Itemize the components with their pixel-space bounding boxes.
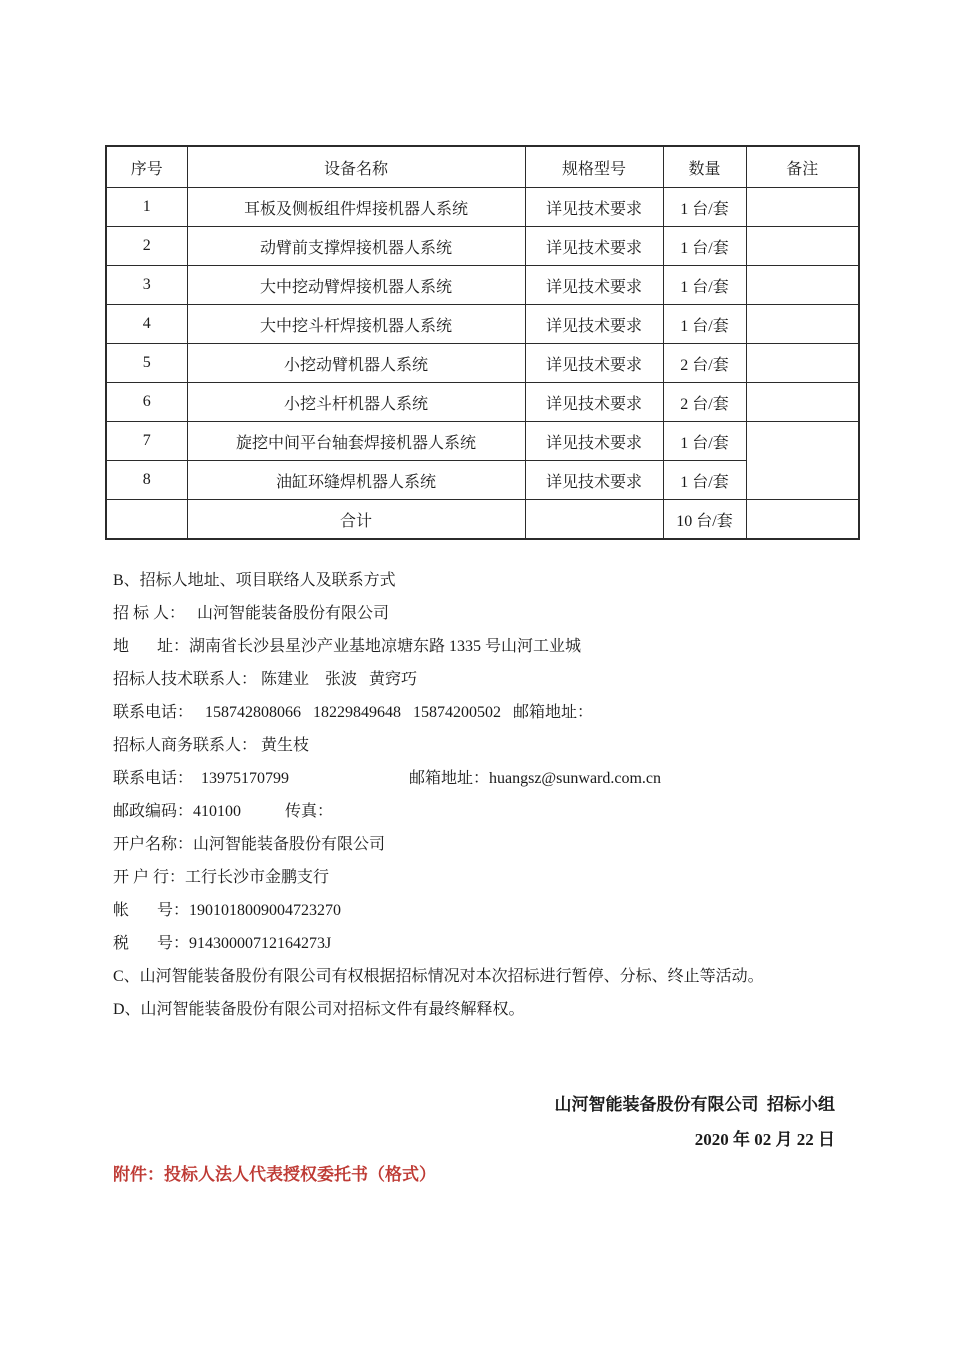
header-qty: 数量 (663, 146, 746, 188)
table-row (106, 188, 859, 227)
contact-line-tax-number: 税 号：91430000712164273J (113, 935, 332, 952)
contact-line-business-contact: 招标人商务联系人： 黄生枝 (113, 737, 310, 754)
contact-line-business-phone-email: 联系电话： 13975170799 邮箱地址：huangsz@sunward.com.cn (113, 770, 662, 787)
cell-spec: 详见技术要求 (525, 188, 663, 227)
cell-spec: 详见技术要求 (525, 461, 663, 500)
cell-remark (746, 383, 859, 422)
contact-line-bidder: 招 标 人： 山河智能装备股份有限公司 (113, 605, 390, 622)
cell-spec: 详见技术要求 (525, 305, 663, 344)
body-text (113, 564, 873, 1026)
cell-spec: 详见技术要求 (525, 344, 663, 383)
cell-remark (746, 227, 859, 266)
header-remark: 备注 (746, 146, 859, 188)
table-header-row (106, 146, 859, 188)
header-spec: 规格型号 (525, 146, 663, 188)
cell-serial: 5 (106, 344, 187, 383)
cell-total-qty: 10 台/套 (663, 500, 746, 540)
contact-line-tech-contacts: 招标人技术联系人： 陈建业 张波 黄窍巧 (113, 671, 418, 688)
cell-equipment-name: 小挖斗杆机器人系统 (187, 383, 525, 422)
cell-equipment-name: 耳板及侧板组件焊接机器人系统 (187, 188, 525, 227)
cell-spec (525, 500, 663, 540)
cell-serial: 4 (106, 305, 187, 344)
table-row (106, 383, 859, 422)
cell-remark (746, 344, 859, 383)
attachment-note: 附件：投标人法人代表授权委托书（格式） (113, 1165, 436, 1184)
cell-serial: 7 (106, 422, 187, 461)
header-serial: 序号 (106, 146, 187, 188)
cell-equipment-name: 油缸环缝焊机器人系统 (187, 461, 525, 500)
cell-serial: 1 (106, 188, 187, 227)
table-row (106, 422, 859, 461)
contact-line-postcode-fax: 邮政编码：410100 传真： (113, 803, 334, 820)
header-name: 设备名称 (187, 146, 525, 188)
cell-qty: 1 台/套 (663, 227, 746, 266)
cell-remark (746, 266, 859, 305)
signature-company: 山河智能装备股份有限公司 招标小组 (554, 1095, 835, 1114)
cell-equipment-name: 小挖动臂机器人系统 (187, 344, 525, 383)
clause-c: C、山河智能装备股份有限公司有权根据招标情况对本次招标进行暂停、分标、终止等活动。 (113, 968, 764, 985)
contact-line-account-name: 开户名称：山河智能装备股份有限公司 (113, 836, 386, 853)
table-row (106, 344, 859, 383)
cell-spec: 详见技术要求 (525, 227, 663, 266)
clause-d: D、山河智能装备股份有限公司对招标文件有最终解释权。 (113, 1001, 525, 1018)
cell-qty: 1 台/套 (663, 422, 746, 461)
cell-remark (746, 500, 859, 540)
cell-equipment-name: 大中挖动臂焊接机器人系统 (187, 266, 525, 305)
cell-remark (746, 188, 859, 227)
contact-line-account-number: 帐 号：1901018009004723270 (113, 902, 342, 919)
cell-qty: 2 台/套 (663, 383, 746, 422)
cell-remark-merged (746, 422, 859, 500)
table-row (106, 227, 859, 266)
cell-serial: 6 (106, 383, 187, 422)
equipment-table (105, 145, 860, 540)
contact-line-tech-phones: 联系电话： 158742808066 18229849648 15874200502 邮箱地址： (113, 704, 594, 721)
cell-spec: 详见技术要求 (525, 266, 663, 305)
contact-line-address: 地 址：湖南省长沙县星沙产业基地凉塘东路 1335 号山河工业城 (113, 638, 582, 655)
cell-qty: 2 台/套 (663, 344, 746, 383)
cell-equipment-name: 旋挖中间平台轴套焊接机器人系统 (187, 422, 525, 461)
cell-qty: 1 台/套 (663, 188, 746, 227)
cell-serial (106, 500, 187, 540)
table-row (106, 266, 859, 305)
cell-spec: 详见技术要求 (525, 383, 663, 422)
cell-serial: 3 (106, 266, 187, 305)
signature-block (555, 1093, 836, 1151)
cell-remark (746, 305, 859, 344)
cell-qty: 1 台/套 (663, 305, 746, 344)
cell-serial: 2 (106, 227, 187, 266)
cell-equipment-name: 大中挖斗杆焊接机器人系统 (187, 305, 525, 344)
table-row (106, 305, 859, 344)
cell-qty: 1 台/套 (663, 461, 746, 500)
cell-equipment-name: 动臂前支撑焊接机器人系统 (187, 227, 525, 266)
cell-qty: 1 台/套 (663, 266, 746, 305)
section-b-heading: B、招标人地址、项目联络人及联系方式 (113, 572, 396, 589)
cell-serial: 8 (106, 461, 187, 500)
signature-date: 2020 年 02 月 22 日 (694, 1130, 835, 1149)
cell-total-label: 合计 (187, 500, 525, 540)
table-total-row (106, 500, 859, 540)
contact-line-bank: 开 户 行：工行长沙市金鹏支行 (113, 869, 330, 886)
cell-spec: 详见技术要求 (525, 422, 663, 461)
